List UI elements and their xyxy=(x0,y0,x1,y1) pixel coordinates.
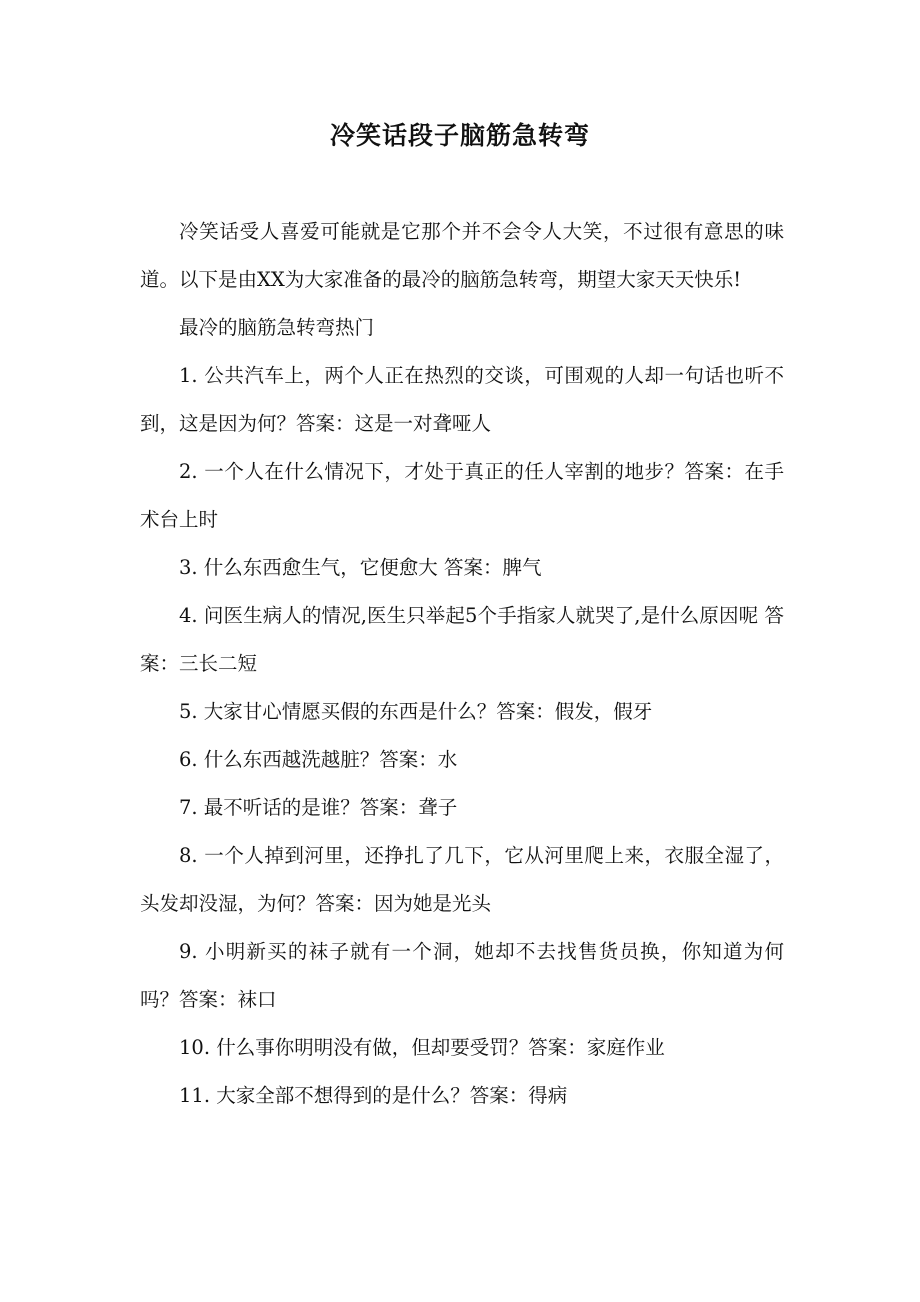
document-body xyxy=(140,208,784,1120)
riddle-item: 8. 一个人掉到河里，还挣扎了几下，它从河里爬上来，衣服全湿了，头发却没湿，为何？答案：因为她是光头 xyxy=(140,844,784,915)
riddle-item: 7. 最不听话的是谁？答案：聋子 xyxy=(179,796,458,819)
riddle-item: 3. 什么东西愈生气，它便愈大 答案：脾气 xyxy=(179,556,542,579)
riddle-item: 10. 什么事你明明没有做，但却要受罚？答案：家庭作业 xyxy=(179,1036,665,1059)
riddle-item: 2. 一个人在什么情况下，才处于真正的任人宰割的地步？答案：在手术台上时 xyxy=(140,460,784,531)
riddle-item: 5. 大家甘心情愿买假的东西是什么？答案：假发，假牙 xyxy=(179,700,653,723)
document-title: 冷笑话段子脑筋急转弯 xyxy=(329,121,590,150)
riddle-item: 11. 大家全部不想得到的是什么？答案：得病 xyxy=(179,1084,568,1107)
riddle-item: 6. 什么东西越洗越脏？答案：水 xyxy=(179,748,458,771)
riddle-item: 4. 问医生病人的情况,医生只举起5个手指家人就哭了,是什么原因呢 答案：三长二短 xyxy=(140,604,784,675)
section-heading: 最冷的脑筋急转弯热门 xyxy=(179,316,375,339)
riddle-item: 9. 小明新买的袜子就有一个洞，她却不去找售货员换，你知道为何吗？答案：袜口 xyxy=(140,940,784,1011)
riddle-item: 1. 公共汽车上，两个人正在热烈的交谈，可围观的人却一句话也听不到，这是因为何？答案：这是一对聋哑人 xyxy=(140,364,784,435)
intro-paragraph: 冷笑话受人喜爱可能就是它那个并不会令人大笑，不过很有意思的味道。以下是由XX为大家准备的最冷的脑筋急转弯，期望大家天天快乐! xyxy=(140,220,784,291)
